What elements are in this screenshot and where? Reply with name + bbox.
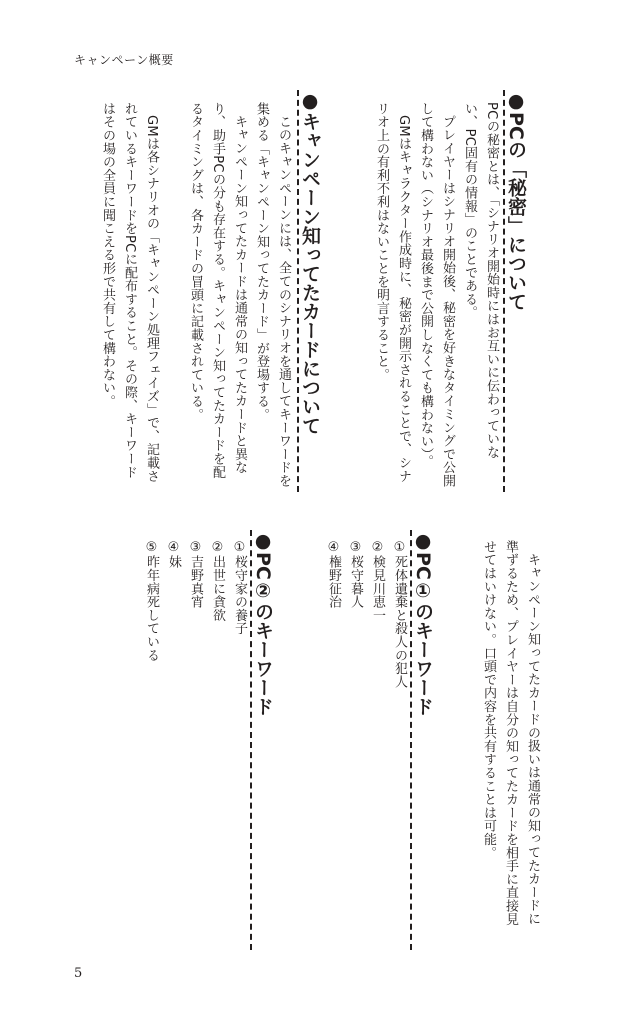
pc2-keyword-5: ⑤昨年病死している	[144, 540, 159, 662]
pc2-keywords-heading: ●PC②のキーワード	[250, 530, 273, 950]
campaign-cards-line-3: キャンペーン知ってたカードは通常の知ってたカードと異な	[232, 115, 247, 475]
campaign-cards-line-7: れているキーワードをPCに配布すること。その際、キーワード	[122, 102, 137, 479]
pc1-keyword-4: ④権野征治	[326, 540, 341, 609]
campaign-cards-line-6: GMは各シナリオの「キャンペーン処理フェイズ」で、記載さ	[144, 115, 159, 483]
campaign-cards-line-4: り、助手PCの分も存在する。キャンペーン知ってたカードを配	[210, 102, 225, 479]
page-number: 5	[74, 966, 83, 981]
secret-line-3: プレイヤーはシナリオ開始後、秘密を好きなタイミングで公開	[440, 115, 455, 488]
campaign-cards-line-8: はその場の全員に聞こえる形で共有して構わない。	[100, 102, 115, 408]
cards-continued-line-2: 準ずるため、プレイヤーは自分の知ってたカードを相手に直接見	[503, 540, 518, 926]
secret-line-4: して構わない（シナリオ最後まで公開しなくても構わない）。	[418, 102, 433, 468]
pc2-keyword-4: ④妹	[166, 540, 181, 569]
pc1-keyword-1: ①死体遺棄と殺人の犯人	[392, 540, 407, 689]
pc1-keyword-2: ②検見川恵一	[370, 540, 385, 622]
pc2-keyword-1: ①桜守家の養子	[232, 540, 247, 636]
campaign-cards-line-5: るタイミングは、各カードの冒頭に記載されている。	[188, 102, 203, 422]
pc2-keyword-3: ③吉野真宵	[188, 540, 203, 609]
running-head: キャンペーン概要	[74, 53, 174, 67]
secret-line-5: GMはキャラクター作成時に、秘密が開示されることで、シナ	[396, 115, 411, 483]
pc1-keywords-heading: ●PC①のキーワード	[410, 530, 433, 950]
cards-continued-line-3: せてはいけない。口頭で内容を共有することは可能。	[481, 540, 496, 860]
cards-continued-line-1: キャンペーン知ってたカードの扱いは通常の知ってたカードに	[525, 553, 540, 926]
campaign-cards-line-2: 集める「キャンペーン知ってたカード」が登場する。	[254, 102, 269, 422]
campaign-cards-line-1: このキャンペーンには、全てのシナリオを通してキーワードを	[276, 115, 291, 488]
secret-line-1: PCの秘密とは、「シナリオ開始時にはお互いに伝わっていな	[484, 102, 499, 459]
secret-line-6: リオ上の有利不利はないことを明言すること。	[374, 102, 389, 382]
pc2-keyword-2: ②出世に貪欲	[210, 540, 225, 622]
pc1-keyword-3: ③桜守暮人	[348, 540, 363, 609]
secret-heading: ●PCの「秘密」について	[503, 90, 526, 492]
campaign-cards-heading: ●キャンペーン知ってたカードについて	[297, 90, 320, 492]
secret-line-2: い、PC固有の情報」のことである。	[462, 102, 477, 320]
